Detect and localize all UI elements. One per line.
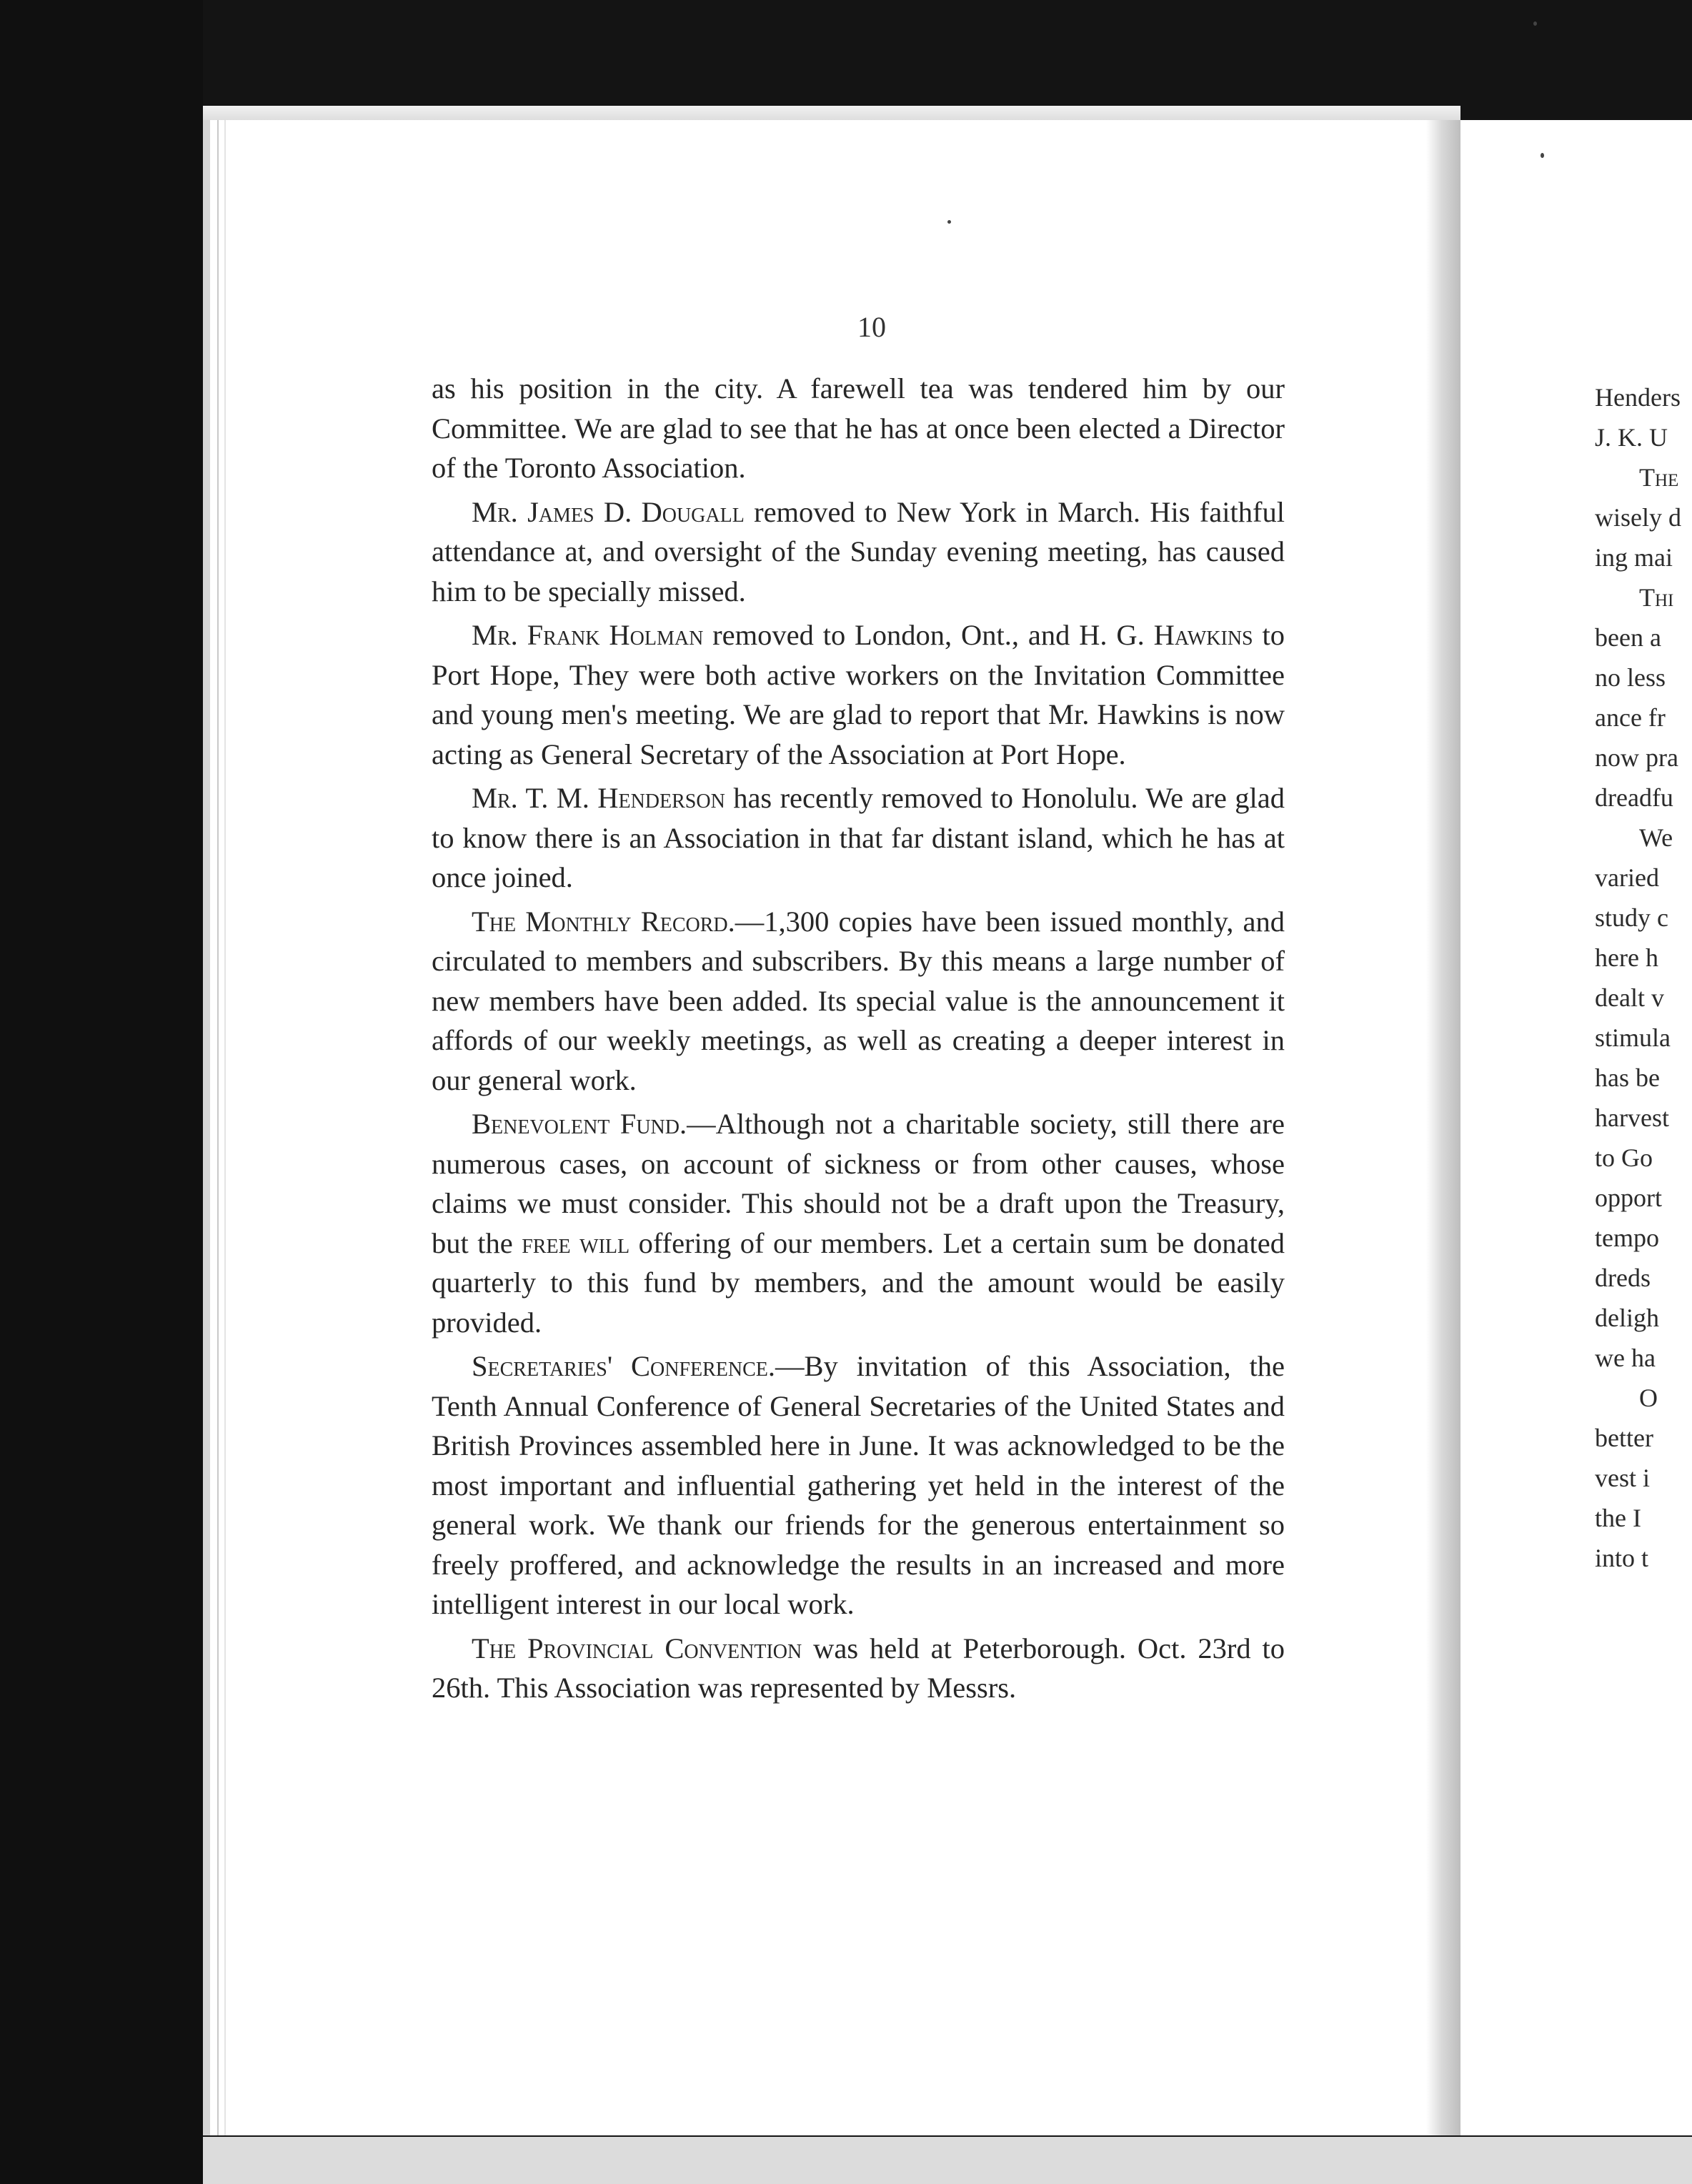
paragraph-7: Secretaries' Conference.—By invitation of this Association, the Tenth Annual Conference of General Secretaries of the United States and British Provinces assembled here in June. It was acknowledged to be the most important and influential gathering yet held in the interest of the general work. We thank our friends for the generous entertainment so freely proffered, and acknowledge the results in an increased and more intelligent interest in our local work. [432,1350,1285,1620]
facing-line: has be [1595,1063,1660,1092]
facing-line: tempo [1595,1223,1659,1252]
facing-line: Henders [1595,383,1681,412]
facing-line: better [1595,1424,1653,1452]
facing-line: dealt v [1595,983,1664,1012]
paragraph-lead: Secretaries' Conference. [472,1350,775,1382]
facing-line: We [1639,823,1673,852]
scan-speck [1541,153,1544,158]
page-number: 10 [857,311,886,343]
paragraph-lead: Benevolent Fund. [472,1108,687,1140]
paragraph-4: Mr. T. M. Henderson has recently removed to Honolulu. We are glad to know there is an Association in that far distant island, which he has at once joined. [432,782,1285,893]
paragraph-3: Mr. Frank Holman removed to London, Ont., and H. G. Hawkins to Port Hope, They were both active workers on the Invitation Committee and young men's meeting. We are glad to report that Mr. Hawkins is now acting as General Secretary of the Association at Port Hope. [432,619,1285,770]
book-gutter-shadow [1426,120,1460,2135]
facing-line: ing mai [1595,543,1673,572]
paragraph-lead: Mr. Frank Holman [472,619,704,651]
facing-line: Thi [1639,583,1674,612]
facing-line: stimula [1595,1023,1671,1052]
facing-line: into t [1595,1544,1649,1572]
facing-line: dreadfu [1595,783,1673,812]
facing-line: no less [1595,663,1666,692]
paragraph-lead: The Provincial Convention [472,1632,802,1664]
facing-line: to Go [1595,1143,1653,1172]
paragraph-lead: The Monthly Record. [472,905,735,938]
facing-line: the I [1595,1504,1641,1532]
facing-line: vest i [1595,1464,1650,1492]
paragraph-6: Benevolent Fund.—Although not a charitable society, still there are numerous cases, on account of sickness or from other causes, whose claims we must consider. This should not be a draft upon the Treasury, but the free will offering of our members. Let a certain sum be donated quarterly to this fund by members, and the amount would be easily provided. [432,1108,1285,1339]
scan-speck [1533,21,1537,26]
facing-line: now pra [1595,743,1678,772]
scan-speck [947,220,951,224]
facing-line: deligh [1595,1304,1659,1332]
facing-page-text [1595,377,1692,1578]
facing-line: O [1639,1384,1658,1412]
facing-line: harvest [1595,1103,1669,1132]
paragraph-5: The Monthly Record.—1,300 copies have been issued monthly, and circulated to members and subscribers. By this means a large number of new members have been added. Its special value is the announcement it affords of our weekly meetings, as well as creating a deeper interest in our general work. [432,905,1285,1096]
facing-line: dreds [1595,1264,1651,1292]
facing-line: here h [1595,943,1658,972]
facing-line: ance fr [1595,703,1666,732]
scanner-bottom-margin [203,2137,1692,2184]
facing-line: we ha [1595,1344,1656,1372]
facing-line: wisely d [1595,503,1681,532]
facing-line: The [1639,463,1679,492]
scanner-black-margin [0,0,203,2184]
paragraph-lead: Mr. James D. Dougall [472,495,745,528]
body-text [432,369,1285,1712]
facing-line: J. K. U [1595,423,1668,452]
facing-line: been a [1595,623,1661,652]
paragraph-8: The Provincial Convention was held at Peterborough. Oct. 23rd to 26th. This Association was represented by Messrs. [432,1632,1285,1704]
facing-line: study c [1595,903,1668,932]
paragraph-lead: Mr. T. M. Henderson [472,782,725,814]
paragraph-2: Mr. James D. Dougall removed to New York in March. His faithful attendance at, and oversight of the Sunday evening meeting, has caused him to be specially missed. [432,495,1285,607]
facing-line: opport [1595,1183,1662,1212]
paragraph-1: as his position in the city. A farewell tea was tendered him by our Committee. We are glad to see that he has at once been elected a Director of the Toronto Association. [432,372,1285,484]
page-stack-edges [217,120,226,2135]
facing-line: varied [1595,863,1659,892]
